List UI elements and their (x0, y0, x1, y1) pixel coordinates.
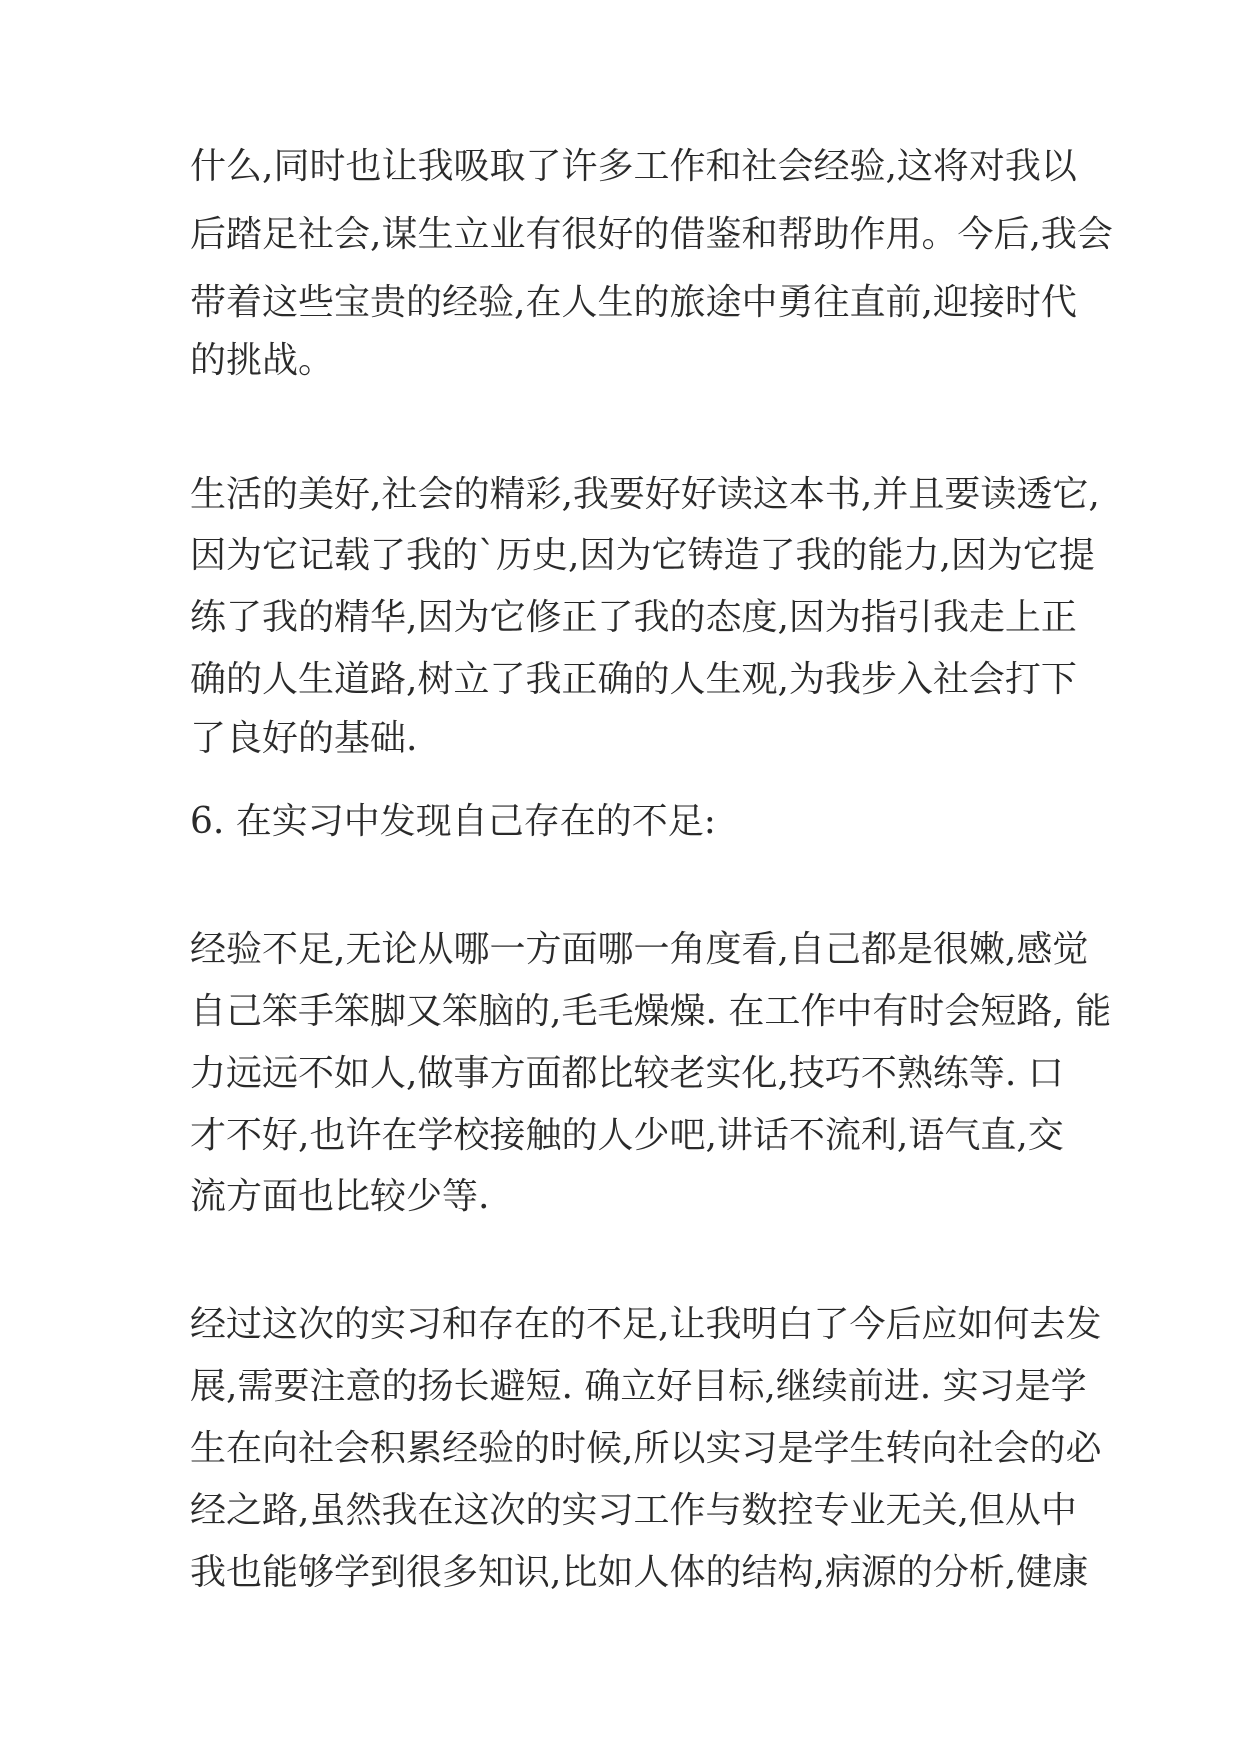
paragraph-3-line-1: 经验不足,无论从哪一方面哪一角度看,自己都是很嫩,感觉 (190, 929, 1089, 970)
paragraph-2-line-3: 练了我的精华,因为它修正了我的态度,因为指引我走上正 (190, 597, 1077, 638)
paragraph-3-line-2: 自己笨手笨脚又笨脑的,毛毛燥燥. 在工作中有时会短路, 能 (190, 991, 1112, 1032)
paragraph-3-line-3: 力远远不如人,做事方面都比较老实化,技巧不熟练等. 口 (190, 1053, 1064, 1094)
paragraph-3-line-5: 流方面也比较少等. (190, 1176, 490, 1217)
paragraph-4-line-2: 展,需要注意的扬长避短. 确立好目标,继续前进. 实习是学 (190, 1366, 1087, 1407)
paragraph-3-line-4: 才不好,也许在学校接触的人少吧,讲话不流利,语气直,交 (190, 1115, 1064, 1156)
paragraph-1-line-1: 什么,同时也让我吸取了许多工作和社会经验,这将对我以 (190, 146, 1077, 187)
paragraph-4-line-4: 经之路,虽然我在这次的实习工作与数控专业无关,但从中 (190, 1490, 1077, 1531)
paragraph-4-line-3: 生在向社会积累经验的时候,所以实习是学生转向社会的必 (190, 1428, 1102, 1469)
paragraph-4-line-1: 经过这次的实习和存在的不足,让我明白了今后应如何去发 (190, 1304, 1102, 1345)
paragraph-1-line-4: 的挑战。 (190, 340, 335, 381)
paragraph-2-line-1: 生活的美好,社会的精彩,我要好好读这本书,并且要读透它, (190, 474, 1100, 515)
paragraph-1-line-2: 后踏足社会,谋生立业有很好的借鉴和帮助作用。今后,我会 (190, 214, 1113, 255)
paragraph-2-line-5: 了良好的基础. (190, 718, 418, 759)
paragraph-4-line-5: 我也能够学到很多知识,比如人体的结构,病源的分析,健康 (190, 1552, 1089, 1593)
paragraph-2-line-4: 确的人生道路,树立了我正确的人生观,为我步入社会打下 (190, 659, 1077, 700)
paragraph-1-line-3: 带着这些宝贵的经验,在人生的旅途中勇往直前,迎接时代 (190, 282, 1077, 323)
paragraph-2-line-2: 因为它记载了我的`历史,因为它铸造了我的能力,因为它提 (190, 535, 1095, 576)
section-heading: 6. 在实习中发现自己存在的不足: (190, 801, 716, 842)
